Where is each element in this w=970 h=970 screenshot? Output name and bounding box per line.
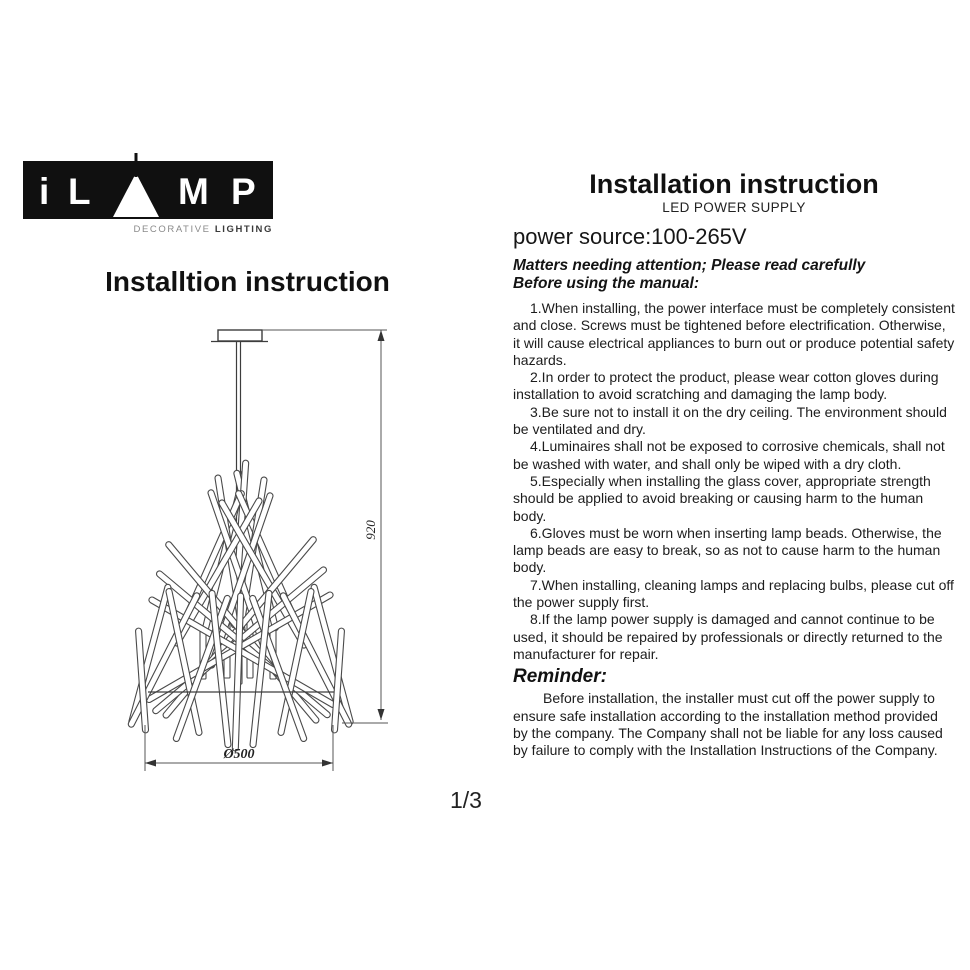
height-dimension: [262, 330, 388, 723]
stick-cluster: [127, 460, 354, 751]
instruction-list: [513, 300, 955, 663]
warning-notice: [513, 257, 955, 293]
height-label: 920: [363, 520, 378, 540]
left-heading: Installtion instruction: [105, 266, 390, 297]
page-title: Installation instruction: [589, 169, 879, 199]
logo-letter-m: M: [178, 171, 209, 212]
instruction-item-7: 7.When installing, cleaning lamps and replacing bulbs, please cut off the power supply first.: [513, 576, 954, 611]
instruction-item-8: 8.If the lamp power supply is damaged and cannot continue to be used, it should be repaired by professionals or directly returned to the manufacturer for repair.: [513, 611, 943, 662]
power-source-line: power source:100-265V: [513, 224, 747, 249]
instruction-item-6: 6.Gloves must be worn when inserting lamp beads. Otherwise, the lamp beads are easy to break, so as not to cause harm to the human body.: [513, 524, 942, 576]
chandelier-diagram: [130, 322, 395, 777]
reminder-heading: Reminder:: [513, 666, 607, 688]
logo-letter-l: L: [68, 171, 91, 212]
ceiling-canopy: [211, 330, 268, 342]
warning-line-1: Matters needing attention; Please read carefully: [513, 257, 866, 274]
instruction-item-2: 2.In order to protect the product, please wear cotton gloves during installation to avoid scratching and damaging the lamp body.: [513, 369, 939, 403]
instruction-item-1: 1.When installing, the power interface must be completely consistent and close. Screws must be tightened before electrification. Otherwise, it will cause electrical appliances to burn out or produce potential safety hazards.: [513, 300, 955, 368]
ilamp-logo: [23, 151, 273, 221]
instruction-text-column: [513, 170, 955, 759]
logo-tagline: [23, 224, 273, 235]
instruction-item-5: 5.Especially when installing the glass cover, appropriate strength should be applied to avoid breaking or causing harm to the human body.: [513, 472, 931, 524]
logo-letter-p: P: [231, 171, 256, 212]
tagline-decorative: DECORATIVE: [133, 224, 215, 235]
subtitle-led-power-supply: LED POWER SUPPLY: [662, 200, 806, 215]
logo-letter-i: i: [39, 171, 50, 212]
instruction-item-3: 3.Be sure not to install it on the dry ceiling. The environment should be ventilated and dry.: [513, 403, 947, 438]
page-number: 1/3: [450, 787, 482, 813]
instruction-item-4: 4.Luminaires shall not be exposed to corrosive chemicals, shall not be washed with water, and shall only be wiped with a dry cloth.: [513, 438, 945, 472]
reminder-body: Before installation, the installer must cut off the power supply to ensure safe installation according to the installation method provided by the company. The Company shall not be liable for any loss caused by failure to comply with the Installation Instructions of the Company.: [513, 690, 943, 759]
diameter-label: Ø500: [223, 747, 255, 762]
tagline-lighting: LIGHTING: [214, 224, 273, 235]
warning-line-2: Before using the manual:: [513, 275, 700, 292]
